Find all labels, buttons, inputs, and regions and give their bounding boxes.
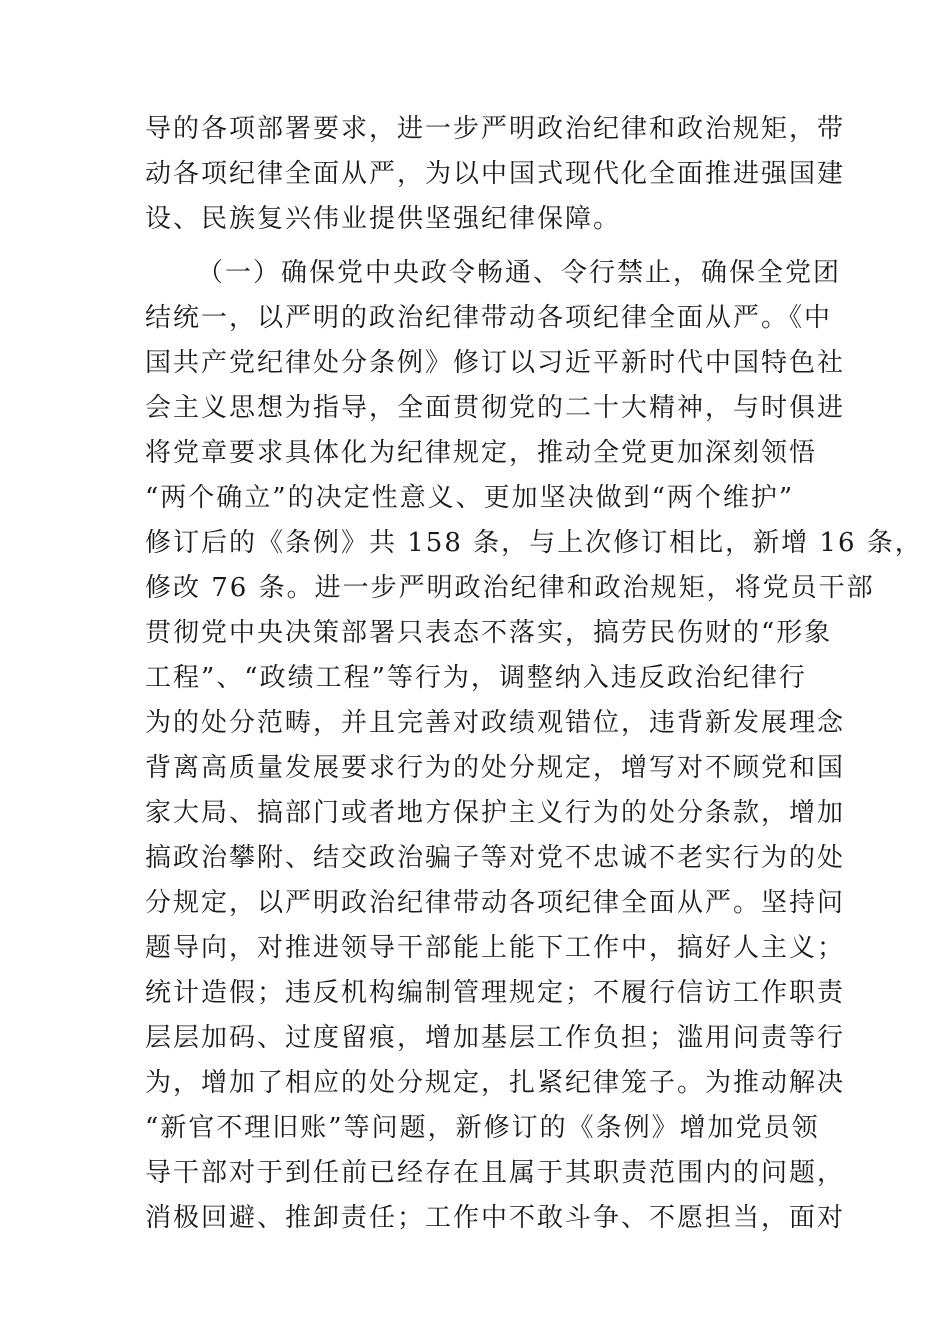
text-line: 动各项纪律全面从严，为以中国式现代化全面推进强国建 — [145, 159, 846, 189]
text-line: “两个确立”的决定性意义、更加坚决做到“两个维护” — [145, 483, 795, 513]
text-line: 贯彻党中央决策部署只表态不落实，搞劳民伤财的“形象 — [145, 618, 833, 648]
text-line: 会主义思想为指导，全面贯彻党的二十大精神，与时俱进 — [145, 393, 846, 423]
text-line: 为，增加了相应的处分规定，扎紧纪律笼子。为推动解决 — [145, 1068, 846, 1098]
text-line: 层层加码、过度留痕，增加基层工作负担；滥用问责等行 — [145, 1023, 846, 1053]
text-line: 设、民族复兴伟业提供坚强纪律保障。 — [145, 204, 622, 234]
text-line: 导的各项部署要求，进一步严明政治纪律和政治规矩，带 — [145, 114, 846, 144]
text-line: （一）确保党中央政令畅通、令行禁止，确保全党团 — [197, 258, 842, 288]
text-line: 为的处分范畴，并且完善对政绩观错位，违背新发展理念 — [145, 708, 846, 738]
text-line: 修订后的《条例》共 158 条，与上次修订相比，新增 16 条， — [145, 528, 923, 558]
text-line: 结统一，以严明的政治纪律带动各项纪律全面从严。《中 — [145, 303, 833, 333]
text-line: 消极回避、推卸责任；工作中不敢斗争、不愿担当，面对 — [145, 1203, 846, 1233]
text-line: 国共产党纪律处分条例》修订以习近平新时代中国特色社 — [145, 348, 846, 378]
text-line: “新官不理旧账”等问题，新修订的《条例》增加党员领 — [145, 1113, 820, 1143]
text-line: 家大局、搞部门或者地方保护主义行为的处分条款，增加 — [145, 798, 846, 828]
text-line: 将党章要求具体化为纪律规定，推动全党更加深刻领悟 — [145, 438, 818, 468]
text-line: 导干部对于到任前已经存在且属于其职责范围内的问题， — [145, 1158, 846, 1188]
text-line: 工程”、“政绩工程”等行为，调整纳入违反政治纪律行 — [145, 663, 807, 693]
text-line: 题导向，对推进领导干部能上能下工作中，搞好人主义； — [145, 933, 846, 963]
text-line: 修改 76 条。进一步严明政治纪律和政治规矩，将党员干部 — [145, 573, 875, 603]
text-line: 背离高质量发展要求行为的处分规定，增写对不顾党和国 — [145, 753, 846, 783]
text-line: 分规定，以严明政治纪律带动各项纪律全面从严。坚持问 — [145, 888, 846, 918]
text-line: 搞政治攀附、结交政治骗子等对党不忠诚不老实行为的处 — [145, 843, 846, 873]
text-line: 统计造假；违反机构编制管理规定；不履行信访工作职责 — [145, 978, 846, 1008]
